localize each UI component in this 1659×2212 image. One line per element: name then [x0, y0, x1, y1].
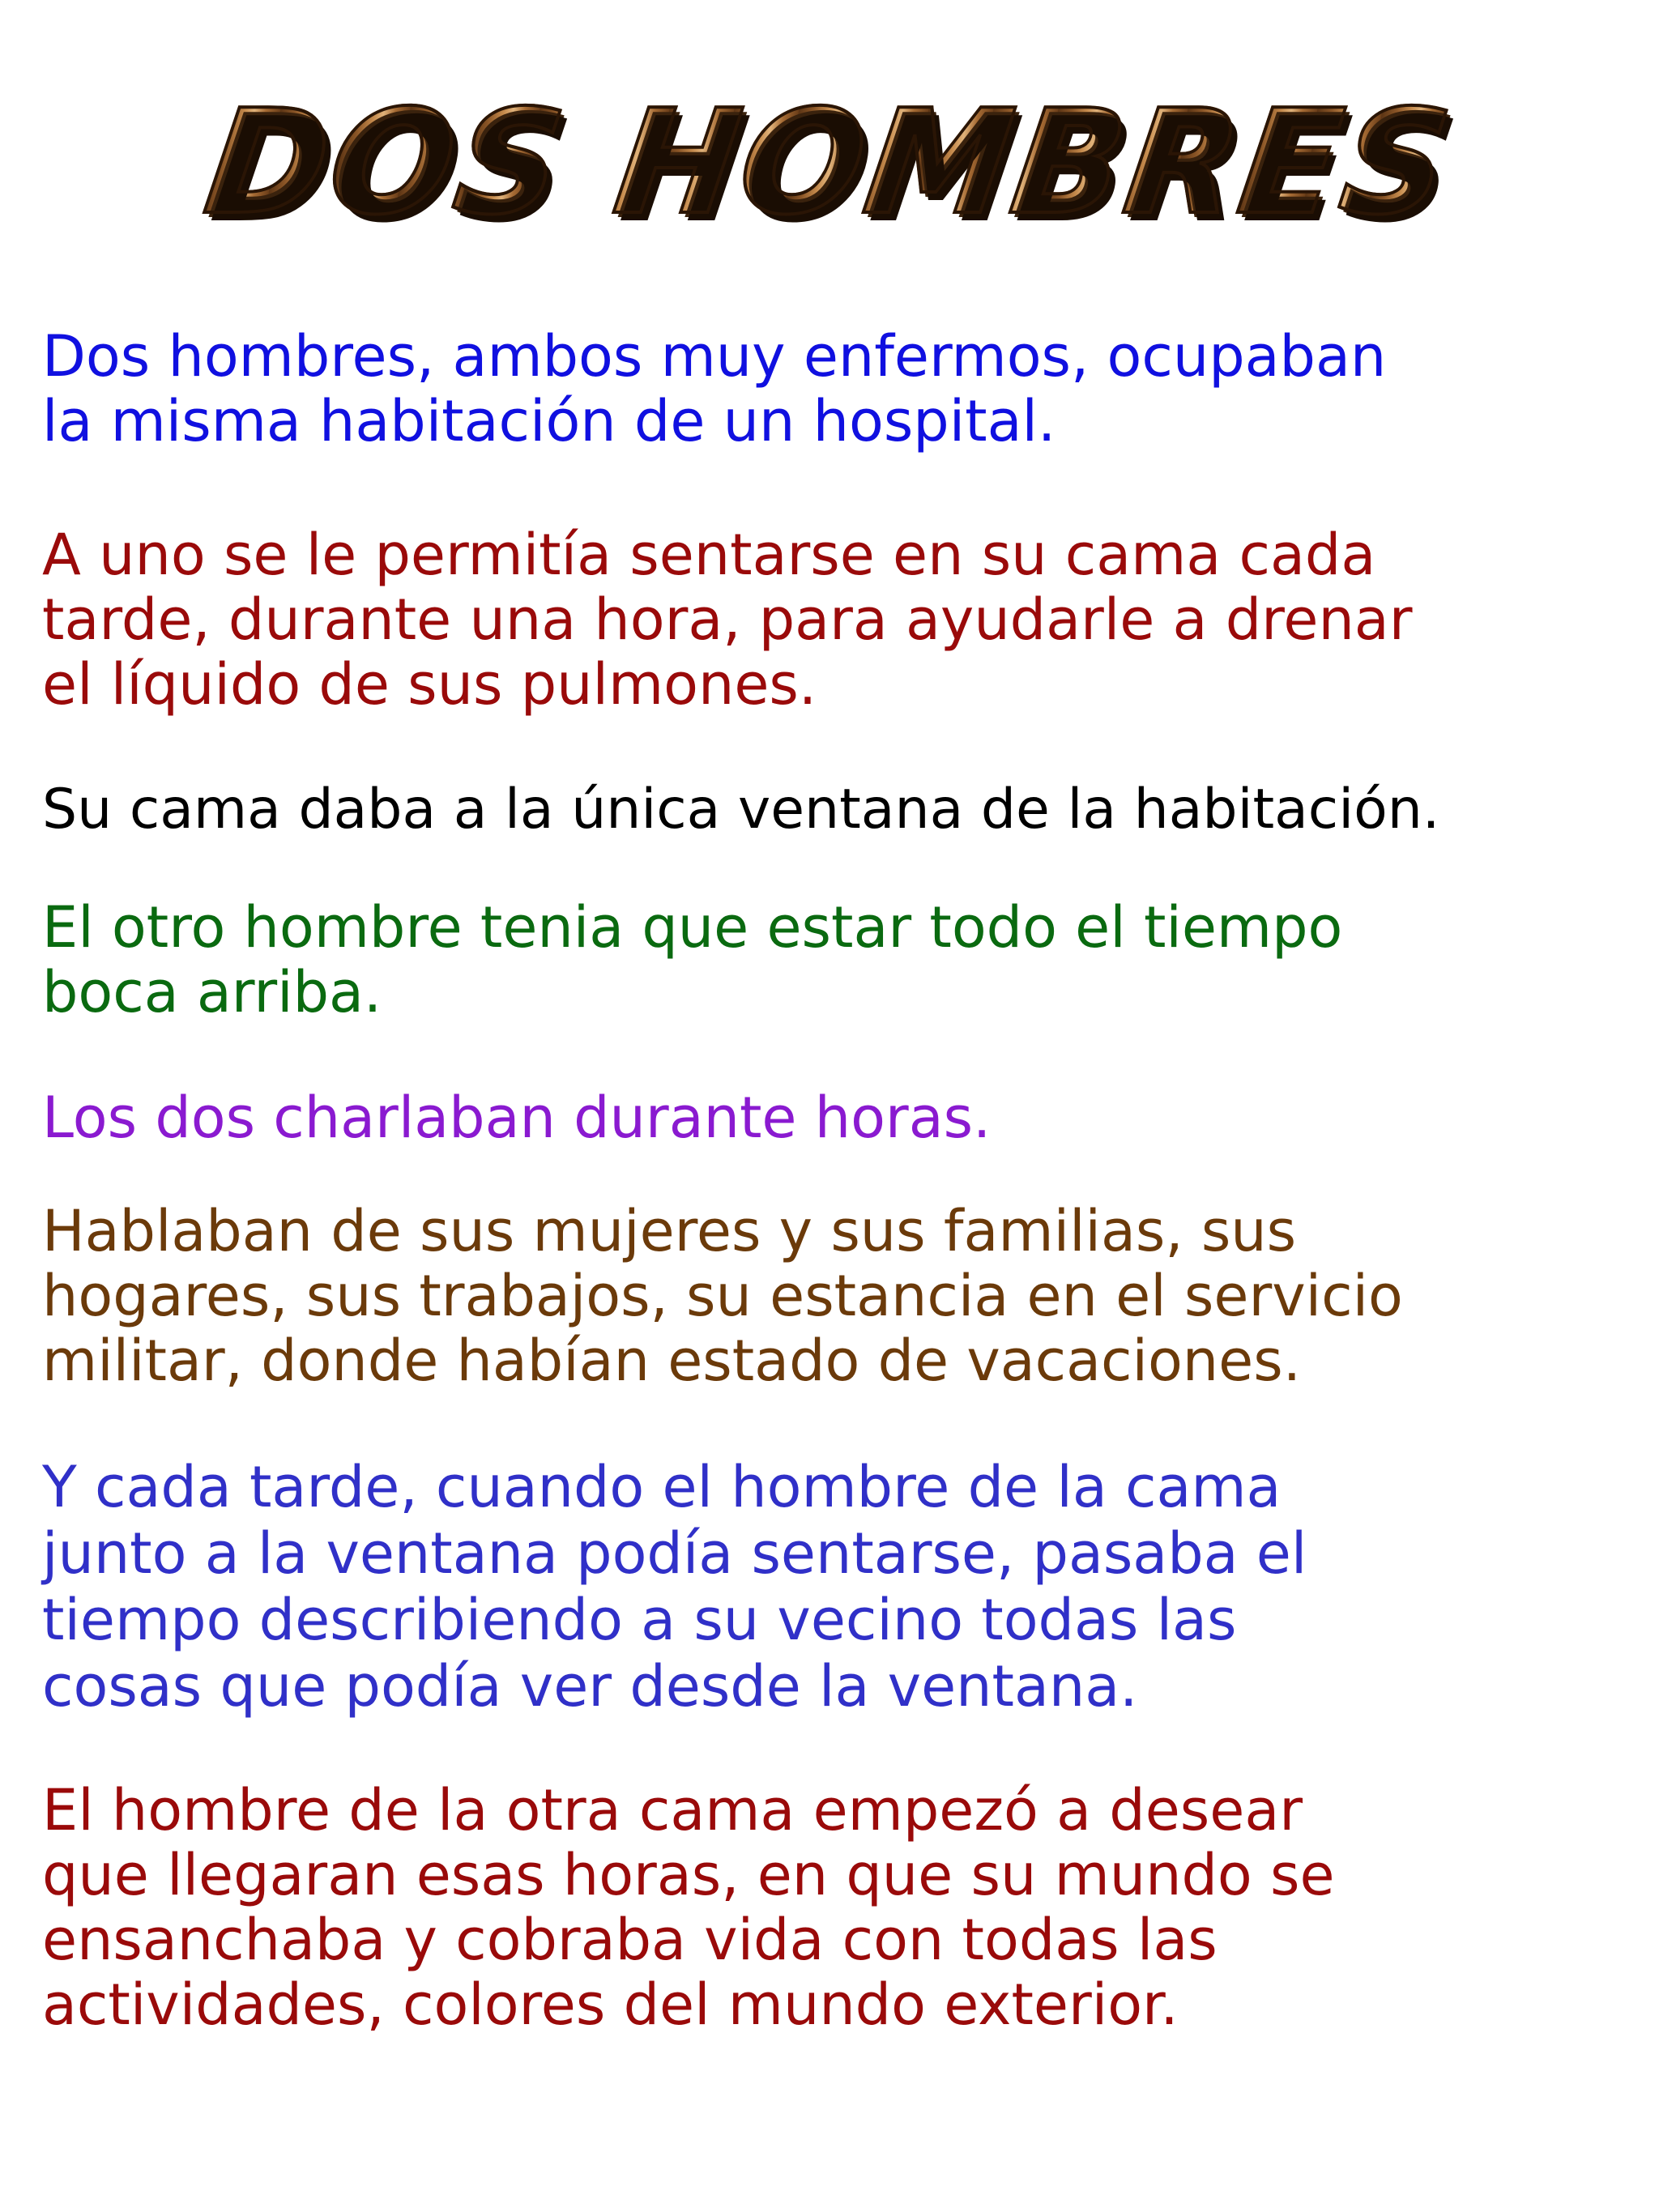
paragraph-2: A uno se le permitía sentarse en su cama cada tarde, durante una hora, para ayudarle a drenar el líquido de sus pulmones.: [42, 522, 1413, 718]
title-container: [0, 79, 1659, 246]
paragraph-5: Los dos charlaban durante horas.: [42, 1085, 992, 1151]
paragraph-6: Hablaban de sus mujeres y sus familias, sus hogares, sus trabajos, su estancia en el servicio militar, donde habían estado de vacaciones.: [42, 1198, 1403, 1394]
paragraph-4: El otro hombre tenia que estar todo el tiempo boca arriba.: [42, 894, 1343, 1025]
paragraph-1: Dos hombres, ambos muy enfermos, ocupaban la misma habitación de un hospital.: [42, 323, 1387, 454]
page-title: DOS HOMBRES: [196, 79, 1463, 246]
paragraph-8: El hombre de la otra cama empezó a desear que llegaran esas horas, en que su mundo se ensanchaba y cobraba vida con todas las actividades, colores del mundo exterior.: [42, 1777, 1335, 2038]
paragraph-7: Y cada tarde, cuando el hombre de la cama junto a la ventana podía sentarse, pasaba el tiempo describiendo a su vecino todas las cosas que podía ver desde la ventana.: [42, 1454, 1307, 1720]
paragraph-3: Su cama daba a la única ventana de la habitación.: [42, 778, 1440, 842]
